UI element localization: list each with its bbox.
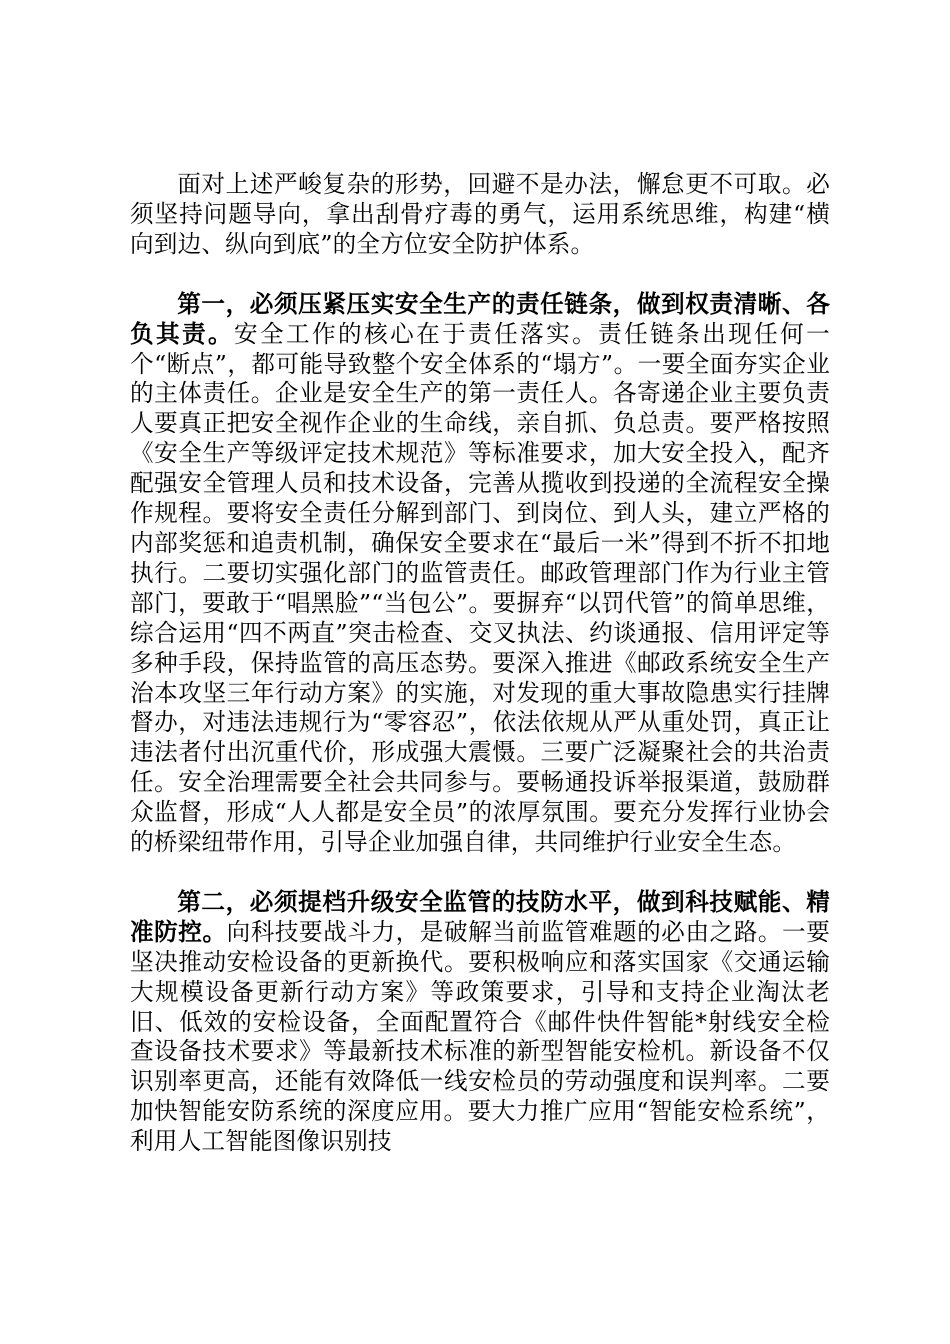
paragraph-text: 面对上述严峻复杂的形势，回避不是办法，懈怠更不可取。必须坚持问题导向，拿出刮骨疗毒的勇气，运用系统思维，构建“横向到边、纵向到底”的全方位安全防护体系。 — [130, 170, 830, 258]
paragraph-lead: 第二，必须提档升级安全监管的技防水平，做到科技赋能、精准防控。 — [130, 887, 830, 946]
paragraph-lead: 第一，必须压紧压实安全生产的责任链条，做到权责清晰、各负其责。 — [130, 289, 830, 348]
paragraph-first-point — [130, 290, 830, 858]
paragraph-intro — [130, 170, 830, 260]
paragraph-second-point — [130, 888, 830, 1157]
paragraph-text: 向科技要战斗力，是破解当前监管难题的必由之路。一要坚决推动安检设备的更新换代。要积极响应和落实国家《交通运输大规模设备更新行动方案》等政策要求，引导和支持企业淘汰老旧、低效的安检设备，全面配置符合《邮件快件智能*射线安全检查设备技术要求》等最新技术标准的新型智能安检机。新设备不仅识别率更高，还能有效降低一线安检员的劳动强度和误判率。二要加快智能安防系统的深度应用。要大力推广应用“智能安检系统”，利用人工智能图像识别技 — [130, 917, 830, 1156]
paragraph-text: 安全工作的核心在于责任落实。责任链条出现任何一个“断点”，都可能导致整个安全体系的“塌方”。一要全面夯实企业的主体责任。企业是安全生产的第一责任人。各寄递企业主要负责人要真正把安全视作企业的生命线，亲自抓、负总责。要严格按照《安全生产等级评定技术规范》等标准要求，加大安全投入，配齐配强安全管理人员和技术设备，完善从揽收到投递的全流程安全操作规程。要将安全责任分解到部门、到岗位、到人头，建立严格的内部奖惩和追责机制，确保安全要求在“最后一米”得到不折不扣地执行。二要切实强化部门的监管责任。邮政管理部门作为行业主管部门，要敢于“唱黑脸”“当包公”。要摒弃“以罚代管”的简单思维，综合运用“四不两直”突击检查、交叉执法、约谈通报、信用评定等多种手段，保持监管的高压态势。要深入推进《邮政系统安全生产治本攻坚三年行动方案》的实施，对发现的重大事故隐患实行挂牌督办，对违法违规行为“零容忍”，依法依规从严从重处罚，真正让违法者付出沉重代价，形成强大震慑。三要广泛凝聚社会的共治责任。安全治理需要全社会共同参与。要畅通投诉举报渠道，鼓励群众监督，形成“人人都是安全员”的浓厚氛围。要充分发挥行业协会的桥梁纽带作用，引导企业加强自律，共同维护行业安全生态。 — [130, 319, 830, 857]
document-page — [130, 170, 830, 1157]
